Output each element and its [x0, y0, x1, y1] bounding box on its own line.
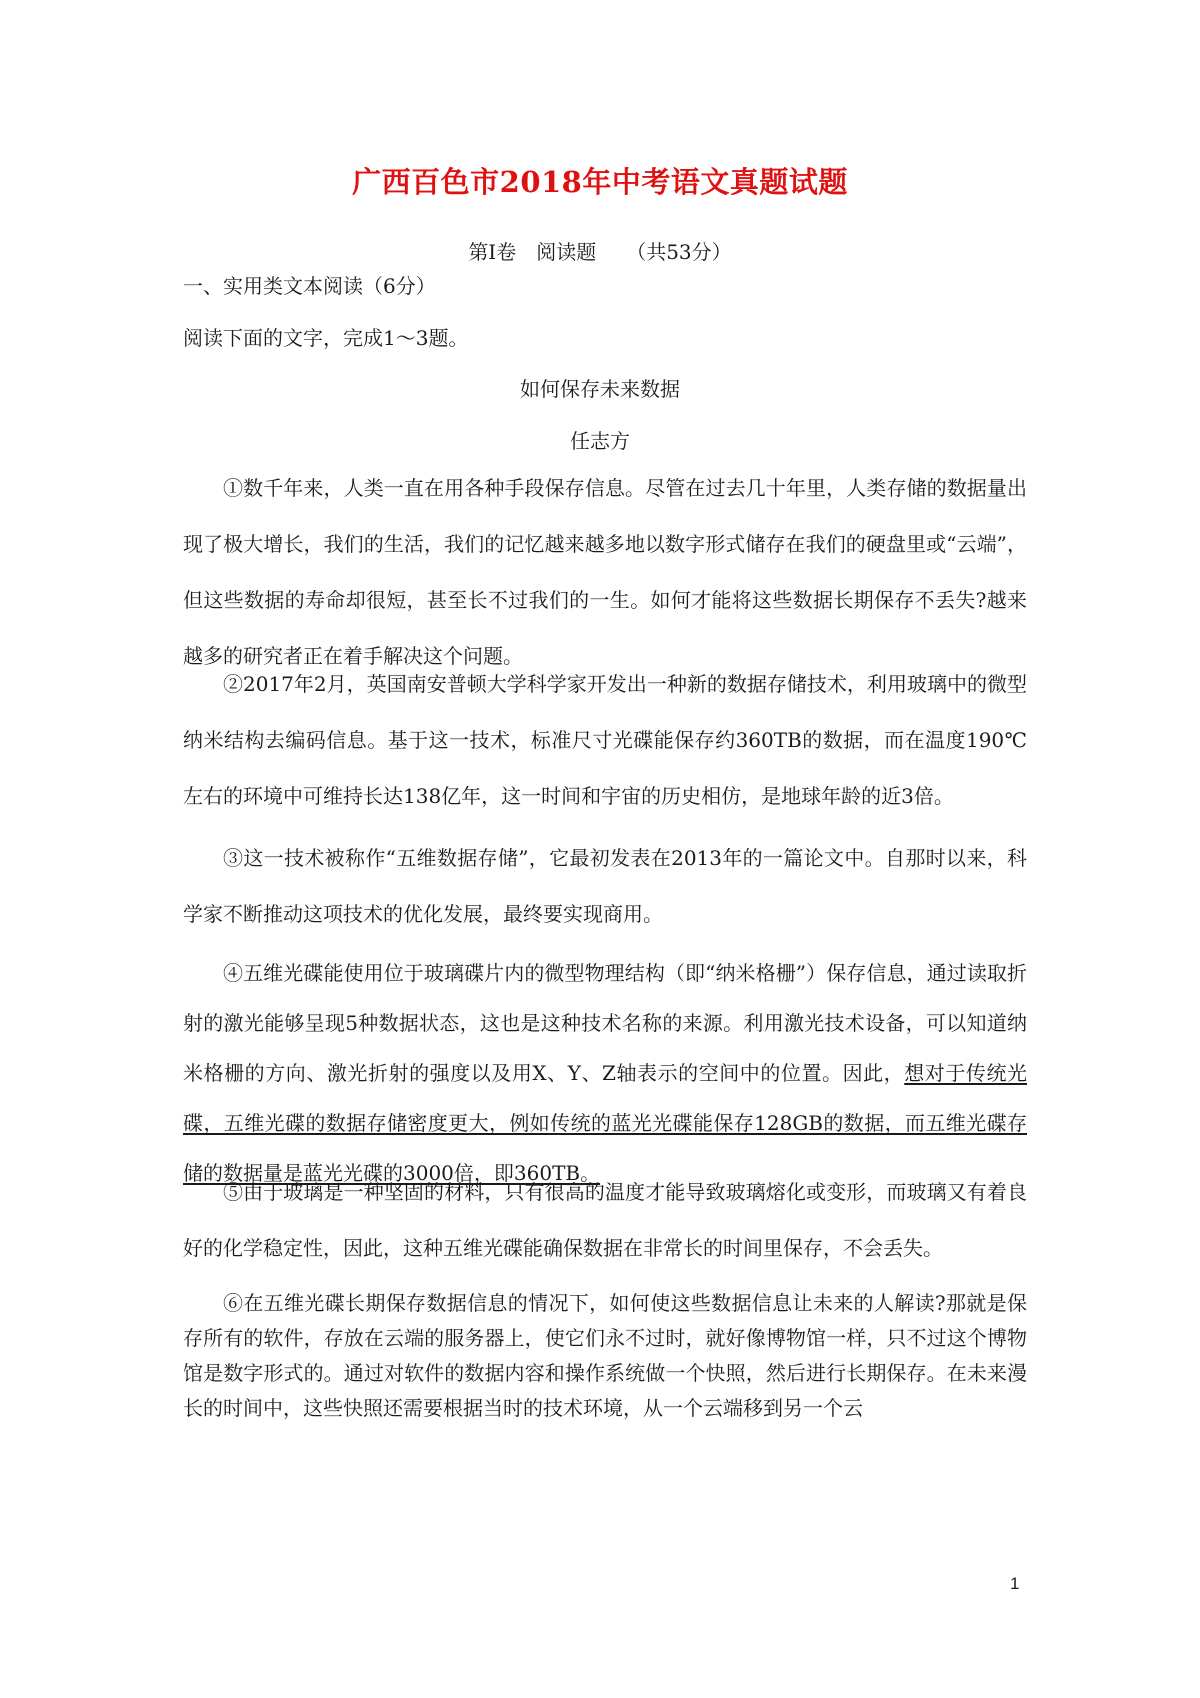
paragraph-6: ⑥在五维光碟长期保存数据信息的情况下，如何使这些数据信息让未来的人解读?那就是保存所有的软件，存放在云端的服务器上，使它们永不过时，就好像博物馆一样，只不过这个博物馆是数字形式的。通过对软件的数据内容和操作系统做一个快照，然后进行长期保存。在未来漫长的时间中，这些快照还需要根据当时的技术环境，从一个云端移到另一个云 — [183, 1291, 1027, 1420]
page-number: 1 — [1010, 1574, 1020, 1593]
paragraph-4 — [183, 948, 1027, 1198]
paragraph-5: ⑤由于玻璃是一种坚固的材料，只有很高的温度才能导致玻璃熔化或变形，而玻璃又有着良好的化学稳定性，因此，这种五维光碟能确保数据在非常长的时间里保存，不会丢失。 — [183, 1180, 1027, 1260]
article-author: 任志方 — [570, 429, 630, 453]
paragraph-3: ③这一技术被称作“五维数据存储”，它最初发表在2013年的一篇论文中。自那时以来，科学家不断推动这项技术的优化发展，最终要实现商用。 — [183, 846, 1027, 926]
section-heading: 一、实用类文本阅读（6分） — [183, 274, 436, 298]
document-title: 广西百色市2018年中考语文真题试题 — [352, 165, 848, 199]
paragraph-2: ②2017年2月，英国南安普顿大学科学家开发出一种新的数据存储技术，利用玻璃中的微型纳米结构去编码信息。基于这一技术，标准尺寸光碟能保存约360TB的数据，而在温度190℃左右的环境中可维持长达138亿年，这一时间和宇宙的历史相仿，是地球年龄的近3倍。 — [183, 672, 1027, 808]
paragraph-4-text: ④五维光碟能使用位于玻璃碟片内的微型物理结构（即“纳米格栅”）保存信息，通过读取折射的激光能够呈现5种数据状态，这也是这种技术名称的来源。利用激光技术设备，可以知道纳米格栅的方向、激光折射的强度以及用X、Y、Z轴表示的空间中的位置。因此， — [183, 961, 1027, 1085]
reading-instruction: 阅读下面的文字，完成1～3题。 — [183, 326, 469, 350]
article-title: 如何保存未来数据 — [520, 377, 680, 401]
paragraph-1: ①数千年来，人类一直在用各种手段保存信息。尽管在过去几十年里，人类存储的数据量出现了极大增长，我们的生活，我们的记忆越来越多地以数字形式储存在我们的硬盘里或“云端”，但这些数据的寿命却很短，甚至长不过我们的一生。如何才能将这些数据长期保存不丢失?越来越多的研究者正在着手解决这个问题。 — [183, 476, 1027, 668]
exam-part-heading: 第Ⅰ卷 阅读题 （共53分） — [468, 240, 732, 264]
paragraph-4-underlined-text: 想对于传统光碟，五维光碟的数据存储密度更大，例如传统的蓝光光碟能保存128GB的数据，而五维光碟存储的数据量是蓝光光碟的3000倍，即360TB。 — [183, 1061, 1027, 1185]
